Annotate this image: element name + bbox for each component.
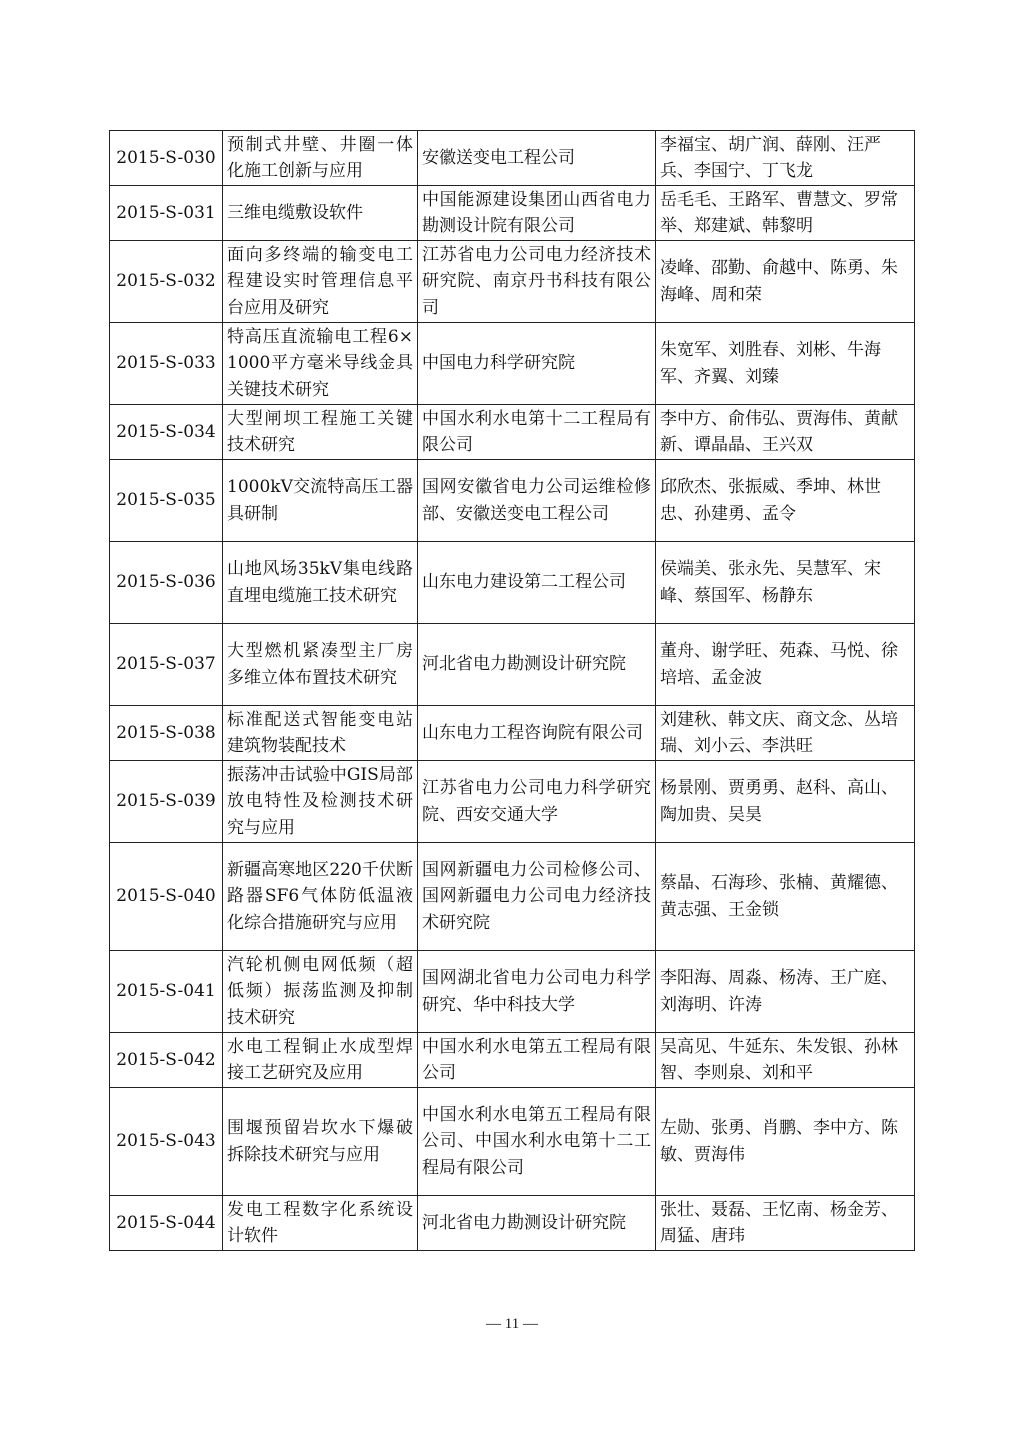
- project-title-cell: 预制式井壁、井圈一体化施工创新与应用: [223, 131, 418, 186]
- table-row: [110, 951, 915, 1033]
- contributors-cell: 李中方、俞伟弘、贾海伟、黄献新、谭晶晶、王兴双: [656, 405, 915, 460]
- project-title-cell: 水电工程铜止水成型焊接工艺研究及应用: [223, 1033, 418, 1088]
- table-body: [110, 131, 915, 1251]
- project-id-cell: 2015-S-038: [110, 706, 223, 761]
- project-title-cell: 山地风场35kV集电线路直埋电缆施工技术研究: [223, 542, 418, 624]
- project-id-cell: 2015-S-036: [110, 542, 223, 624]
- project-title-cell: 大型燃机紧凑型主厂房多维立体布置技术研究: [223, 624, 418, 706]
- table-row: [110, 706, 915, 761]
- contributors-cell: 吴高见、牛延东、朱发银、孙林智、李则泉、刘和平: [656, 1033, 915, 1088]
- project-title-cell: 标准配送式智能变电站建筑物装配技术: [223, 706, 418, 761]
- project-title-cell: 新疆高寒地区220千伏断路器SF6气体防低温液化综合措施研究与应用: [223, 843, 418, 951]
- table-row: [110, 542, 915, 624]
- organization-cell: 河北省电力勘测设计研究院: [418, 624, 656, 706]
- project-title-cell: 特高压直流输电工程6×1000平方毫米导线金具关键技术研究: [223, 323, 418, 405]
- project-title-cell: 三维电缆敷设软件: [223, 186, 418, 241]
- table-row: [110, 1033, 915, 1088]
- project-title-cell: 面向多终端的输变电工程建设实时管理信息平台应用及研究: [223, 241, 418, 323]
- project-id-cell: 2015-S-032: [110, 241, 223, 323]
- project-id-cell: 2015-S-037: [110, 624, 223, 706]
- project-title-cell: 振荡冲击试验中GIS局部放电特性及检测技术研究与应用: [223, 761, 418, 843]
- organization-cell: 国网安徽省电力公司运维检修部、安徽送变电工程公司: [418, 460, 656, 542]
- organization-cell: 江苏省电力公司电力科学研究院、西安交通大学: [418, 761, 656, 843]
- contributors-cell: 朱宽军、刘胜春、刘彬、牛海军、齐翼、刘臻: [656, 323, 915, 405]
- table-row: [110, 186, 915, 241]
- project-id-cell: 2015-S-039: [110, 761, 223, 843]
- project-title-cell: 汽轮机侧电网低频（超低频）振荡监测及抑制技术研究: [223, 951, 418, 1033]
- contributors-cell: 邱欣杰、张振威、季坤、林世忠、孙建勇、孟令: [656, 460, 915, 542]
- organization-cell: 中国水利水电第十二工程局有限公司: [418, 405, 656, 460]
- organization-cell: 国网新疆电力公司检修公司、国网新疆电力公司电力经济技术研究院: [418, 843, 656, 951]
- organization-cell: 山东电力工程咨询院有限公司: [418, 706, 656, 761]
- contributors-cell: 张壮、聂磊、王忆南、杨金芳、周猛、唐玮: [656, 1196, 915, 1251]
- award-table: [109, 130, 915, 1251]
- project-id-cell: 2015-S-042: [110, 1033, 223, 1088]
- organization-cell: 江苏省电力公司电力经济技术研究院、南京丹书科技有限公司: [418, 241, 656, 323]
- project-title-cell: 1000kV交流特高压工器具研制: [223, 460, 418, 542]
- table-row: [110, 624, 915, 706]
- organization-cell: 山东电力建设第二工程公司: [418, 542, 656, 624]
- contributors-cell: 凌峰、邵勤、俞越中、陈勇、朱海峰、周和荣: [656, 241, 915, 323]
- contributors-cell: 李福宝、胡广润、薛刚、汪严兵、李国宁、丁飞龙: [656, 131, 915, 186]
- project-id-cell: 2015-S-033: [110, 323, 223, 405]
- project-id-cell: 2015-S-031: [110, 186, 223, 241]
- contributors-cell: 岳毛毛、王路军、曹慧文、罗常举、郑建斌、韩黎明: [656, 186, 915, 241]
- organization-cell: 河北省电力勘测设计研究院: [418, 1196, 656, 1251]
- table-row: [110, 843, 915, 951]
- contributors-cell: 侯端美、张永先、吴慧军、宋峰、蔡国军、杨静东: [656, 542, 915, 624]
- contributors-cell: 杨景刚、贾勇勇、赵科、高山、陶加贵、吴昊: [656, 761, 915, 843]
- project-id-cell: 2015-S-044: [110, 1196, 223, 1251]
- project-id-cell: 2015-S-034: [110, 405, 223, 460]
- contributors-cell: 李阳海、周淼、杨涛、王广庭、刘海明、许涛: [656, 951, 915, 1033]
- contributors-cell: 董舟、谢学旺、苑森、马悦、徐培培、孟金波: [656, 624, 915, 706]
- project-title-cell: 围堰预留岩坎水下爆破拆除技术研究与应用: [223, 1088, 418, 1196]
- table-row: [110, 1196, 915, 1251]
- project-id-cell: 2015-S-043: [110, 1088, 223, 1196]
- table-row: [110, 405, 915, 460]
- table-row: [110, 460, 915, 542]
- table-row: [110, 131, 915, 186]
- table-row: [110, 241, 915, 323]
- contributors-cell: 左勋、张勇、肖鹏、李中方、陈敏、贾海伟: [656, 1088, 915, 1196]
- organization-cell: 安徽送变电工程公司: [418, 131, 656, 186]
- table-row: [110, 323, 915, 405]
- project-id-cell: 2015-S-035: [110, 460, 223, 542]
- project-title-cell: 发电工程数字化系统设计软件: [223, 1196, 418, 1251]
- table-row: [110, 1088, 915, 1196]
- table-row: [110, 761, 915, 843]
- organization-cell: 中国电力科学研究院: [418, 323, 656, 405]
- organization-cell: 中国水利水电第五工程局有限公司: [418, 1033, 656, 1088]
- organization-cell: 中国能源建设集团山西省电力勘测设计院有限公司: [418, 186, 656, 241]
- project-title-cell: 大型闸坝工程施工关键技术研究: [223, 405, 418, 460]
- organization-cell: 中国水利水电第五工程局有限公司、中国水利水电第十二工程局有限公司: [418, 1088, 656, 1196]
- project-id-cell: 2015-S-040: [110, 843, 223, 951]
- contributors-cell: 刘建秋、韩文庆、商文念、丛培瑞、刘小云、李洪旺: [656, 706, 915, 761]
- contributors-cell: 蔡晶、石海珍、张楠、黄耀德、黄志强、王金锁: [656, 843, 915, 951]
- project-id-cell: 2015-S-041: [110, 951, 223, 1033]
- organization-cell: 国网湖北省电力公司电力科学研究、华中科技大学: [418, 951, 656, 1033]
- project-id-cell: 2015-S-030: [110, 131, 223, 186]
- page-number: — 11 —: [486, 1316, 538, 1332]
